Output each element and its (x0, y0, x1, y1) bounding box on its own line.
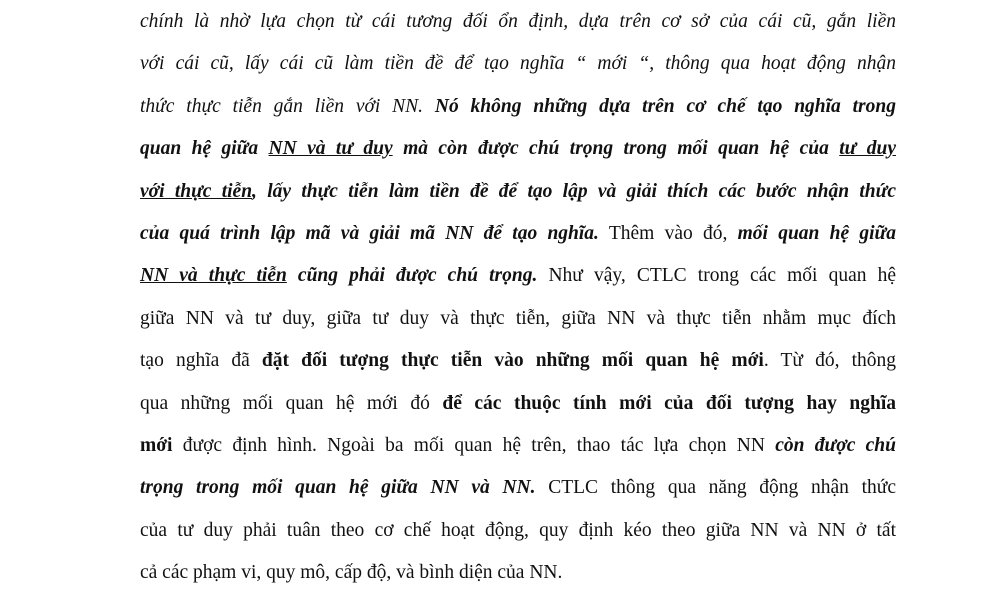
text-line (140, 349, 896, 373)
text-run: thức thực tiễn gắn liền với NN. (140, 95, 435, 117)
text-run: của quá trình lập mã và giải mã NN để tạo nghĩa. (140, 223, 599, 244)
text-run: được định hình. Ngoài ba mối quan hệ trên, thao tác lựa chọn NN (172, 435, 776, 456)
text-run: cũng phải được chú trọng. (286, 265, 538, 287)
text-run: mối quan hệ giữa (737, 223, 896, 244)
text-run: giữa NN và tư duy, giữa tư duy và thực tiễn, giữa NN và thực tiễn nhằm mục đích (140, 307, 896, 329)
text-run: để các thuộc tính mới của đối tượng hay nghĩa (442, 392, 896, 414)
text-line (140, 392, 896, 416)
text-run: chính là nhờ lựa chọn từ cái tương đối ổn định, dựa trên cơ sở của cái cũ, gắn liền (140, 11, 896, 32)
text-line (140, 222, 896, 246)
text-run: Như vậy, CTLC trong các mối quan hệ (537, 265, 896, 287)
text-line (140, 307, 896, 331)
text-line (140, 137, 896, 161)
text-run: trọng trong mối quan hệ giữa NN và NN. (140, 477, 536, 499)
text-line (140, 95, 896, 119)
text-run: tạo nghĩa đã (140, 350, 262, 372)
text-run: , lấy thực tiễn làm tiền đề để tạo lập và giải thích các bước nhận thức (252, 180, 896, 202)
text-run: cả các phạm vi, quy mô, cấp độ, và bình diện của NN. (140, 562, 563, 584)
text-run: mới (140, 435, 173, 456)
text-run: NN và thực tiễn (140, 265, 287, 287)
text-run: còn được chú (775, 435, 896, 456)
text-run: tư duy (839, 138, 897, 160)
text-run: Thêm vào đó, (598, 223, 738, 244)
text-run: của tư duy phải tuân theo cơ chế hoạt động, quy định kéo theo giữa NN và NN ở tất (140, 519, 896, 541)
text-run: qua những mối quan hệ mới đó (140, 392, 443, 414)
text-run: NN và tư duy (268, 138, 393, 160)
text-line (140, 476, 896, 500)
text-line (140, 180, 896, 204)
text-run: mà còn được chú trọng trong mối quan hệ của (392, 138, 840, 160)
text-line (140, 561, 896, 585)
text-line (140, 10, 896, 34)
text-run: quan hệ giữa (140, 138, 269, 160)
text-line (140, 52, 896, 76)
text-run: CTLC thông qua năng động nhận thức (535, 477, 896, 499)
text-run: . Từ đó, thông (763, 350, 896, 372)
text-line (140, 519, 896, 543)
text-line (140, 264, 896, 288)
text-run: với cái cũ, lấy cái cũ làm tiền đề để tạo nghĩa “ mới “, thông qua hoạt động nhận (140, 53, 896, 75)
text-run: Nó không những dựa trên cơ chế tạo nghĩa trong (434, 95, 896, 117)
text-line (140, 434, 896, 458)
text-run: đặt đối tượng thực tiễn vào những mối quan hệ mới (261, 350, 764, 372)
text-run: với thực tiễn (140, 180, 253, 202)
